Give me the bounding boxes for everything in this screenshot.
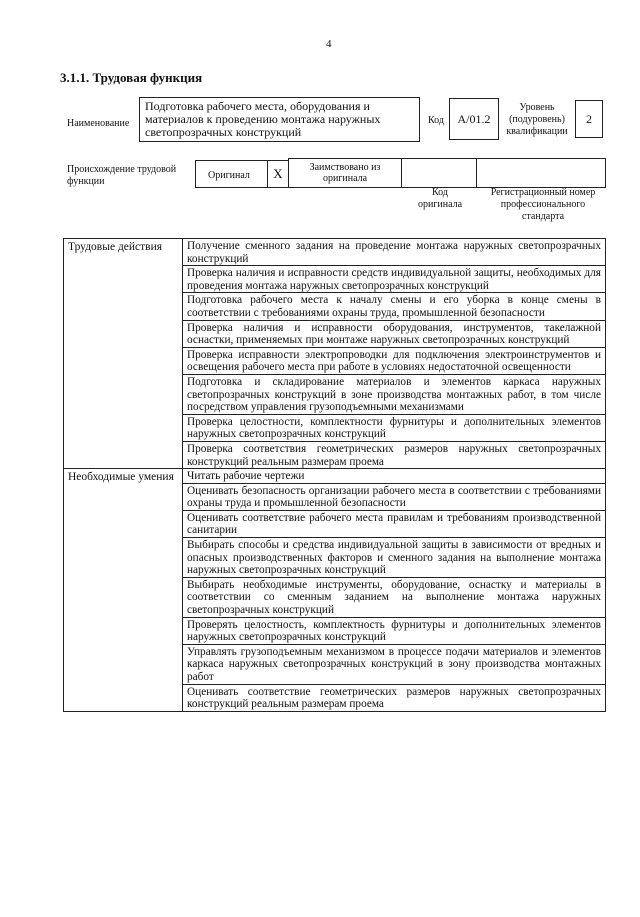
labor-action-item: Проверка соответствия геометрических размеров наружных светопрозрачных конструкций реальным размерам проема [183,441,606,468]
labor-action-item: Подготовка рабочего места к началу смены и его уборка в конце смены в соответствии с требованиями охраны труда, промышленной безопасности [183,293,606,320]
labor-action-item: Подготовка и складирование материалов и элементов каркаса наружных светопрозрачных конструкций в зоне производства монтажных работ, в том числе посредством управления грузоподъемными механизмами [183,374,606,414]
original-mark: X [267,161,288,187]
table-row [64,239,606,266]
original-cell [195,160,289,188]
reg-number-cell [476,158,606,188]
code-label: Код [428,115,444,126]
function-table [63,238,606,712]
level-value: 2 [575,100,603,138]
labor-action-item: Проверка целостности, комплектности фурнитуры и дополнительных элементов наружных светопрозрачных конструкций [183,414,606,441]
original-code-cell [401,158,477,188]
original-label: Оригинал [208,170,250,181]
skill-item: Оценивать безопасность организации рабочего места в соответствии с требованиями охраны труда и промышленной безопасности [183,483,606,510]
labor-action-item: Проверка наличия и исправности средств индивидуальной защиты, необходимых для проведения монтажа наружных светопрозрачных конструкций [183,266,606,293]
borrowed-label: Заимствовано из оригинала [288,158,402,188]
skill-item: Оценивать соответствие рабочего места правилам и требованиям производственной санитарии [183,510,606,537]
code-value: А/01.2 [449,98,499,140]
labor-actions-header: Трудовые действия [64,239,183,469]
skill-item: Читать рабочие чертежи [183,469,606,484]
labor-action-item: Проверка наличия и исправности оборудования, инструментов, такелажной оснастки, применяемых при монтаже наружных светопрозрачных конструкций [183,320,606,347]
section-title: 3.1.1. Трудовая функция [60,70,203,85]
page-number: 4 [326,38,332,50]
skill-item: Проверять целостность, комплектность фурнитуры и дополнительных элементов наружных светопрозрачных конструкций [183,617,606,644]
skill-item: Оценивать соответствие геометрических размеров наружных светопрозрачных конструкций реальным размерам проема [183,684,606,711]
labor-action-item: Проверка исправности электропроводки для подключения электроинструментов и освещения рабочего места при работе в условиях недостаточной освещенности [183,347,606,374]
skill-item: Управлять грузоподъемным механизмом в процессе подачи материалов и элементов каркаса наружных светопрозрачных конструкций в зону производства монтажных работ [183,644,606,684]
required-skills-header: Необходимые умения [64,469,183,712]
original-code-caption: Код оригинала [417,187,463,210]
table-row [64,469,606,484]
labor-action-item: Получение сменного задания на проведение монтажа наружных светопрозрачных конструкций [183,239,606,266]
skill-item: Выбирать способы и средства индивидуальной защиты в зависимости от вредных и опасных производственных факторов и сменного задания на выполнение монтажа наружных светопрозрачных конструкций [183,538,606,578]
origin-label: Происхождение трудовой функции [67,164,177,187]
name-label: Наименование [67,118,130,129]
level-label: Уровень (подуровень) квалификации [506,102,568,137]
skill-item: Выбирать необходимые инструменты, оборудование, оснастку и материалы в соответствии со сменным заданием на выполнение монтажа наружных светопрозрачных конструкций [183,577,606,617]
name-value: Подготовка рабочего места, оборудования и материалов к проведению монтажа наружных светопрозрачных конструкций [139,97,420,142]
reg-number-caption: Регистрационный номер профессионального стандарта [490,187,596,222]
